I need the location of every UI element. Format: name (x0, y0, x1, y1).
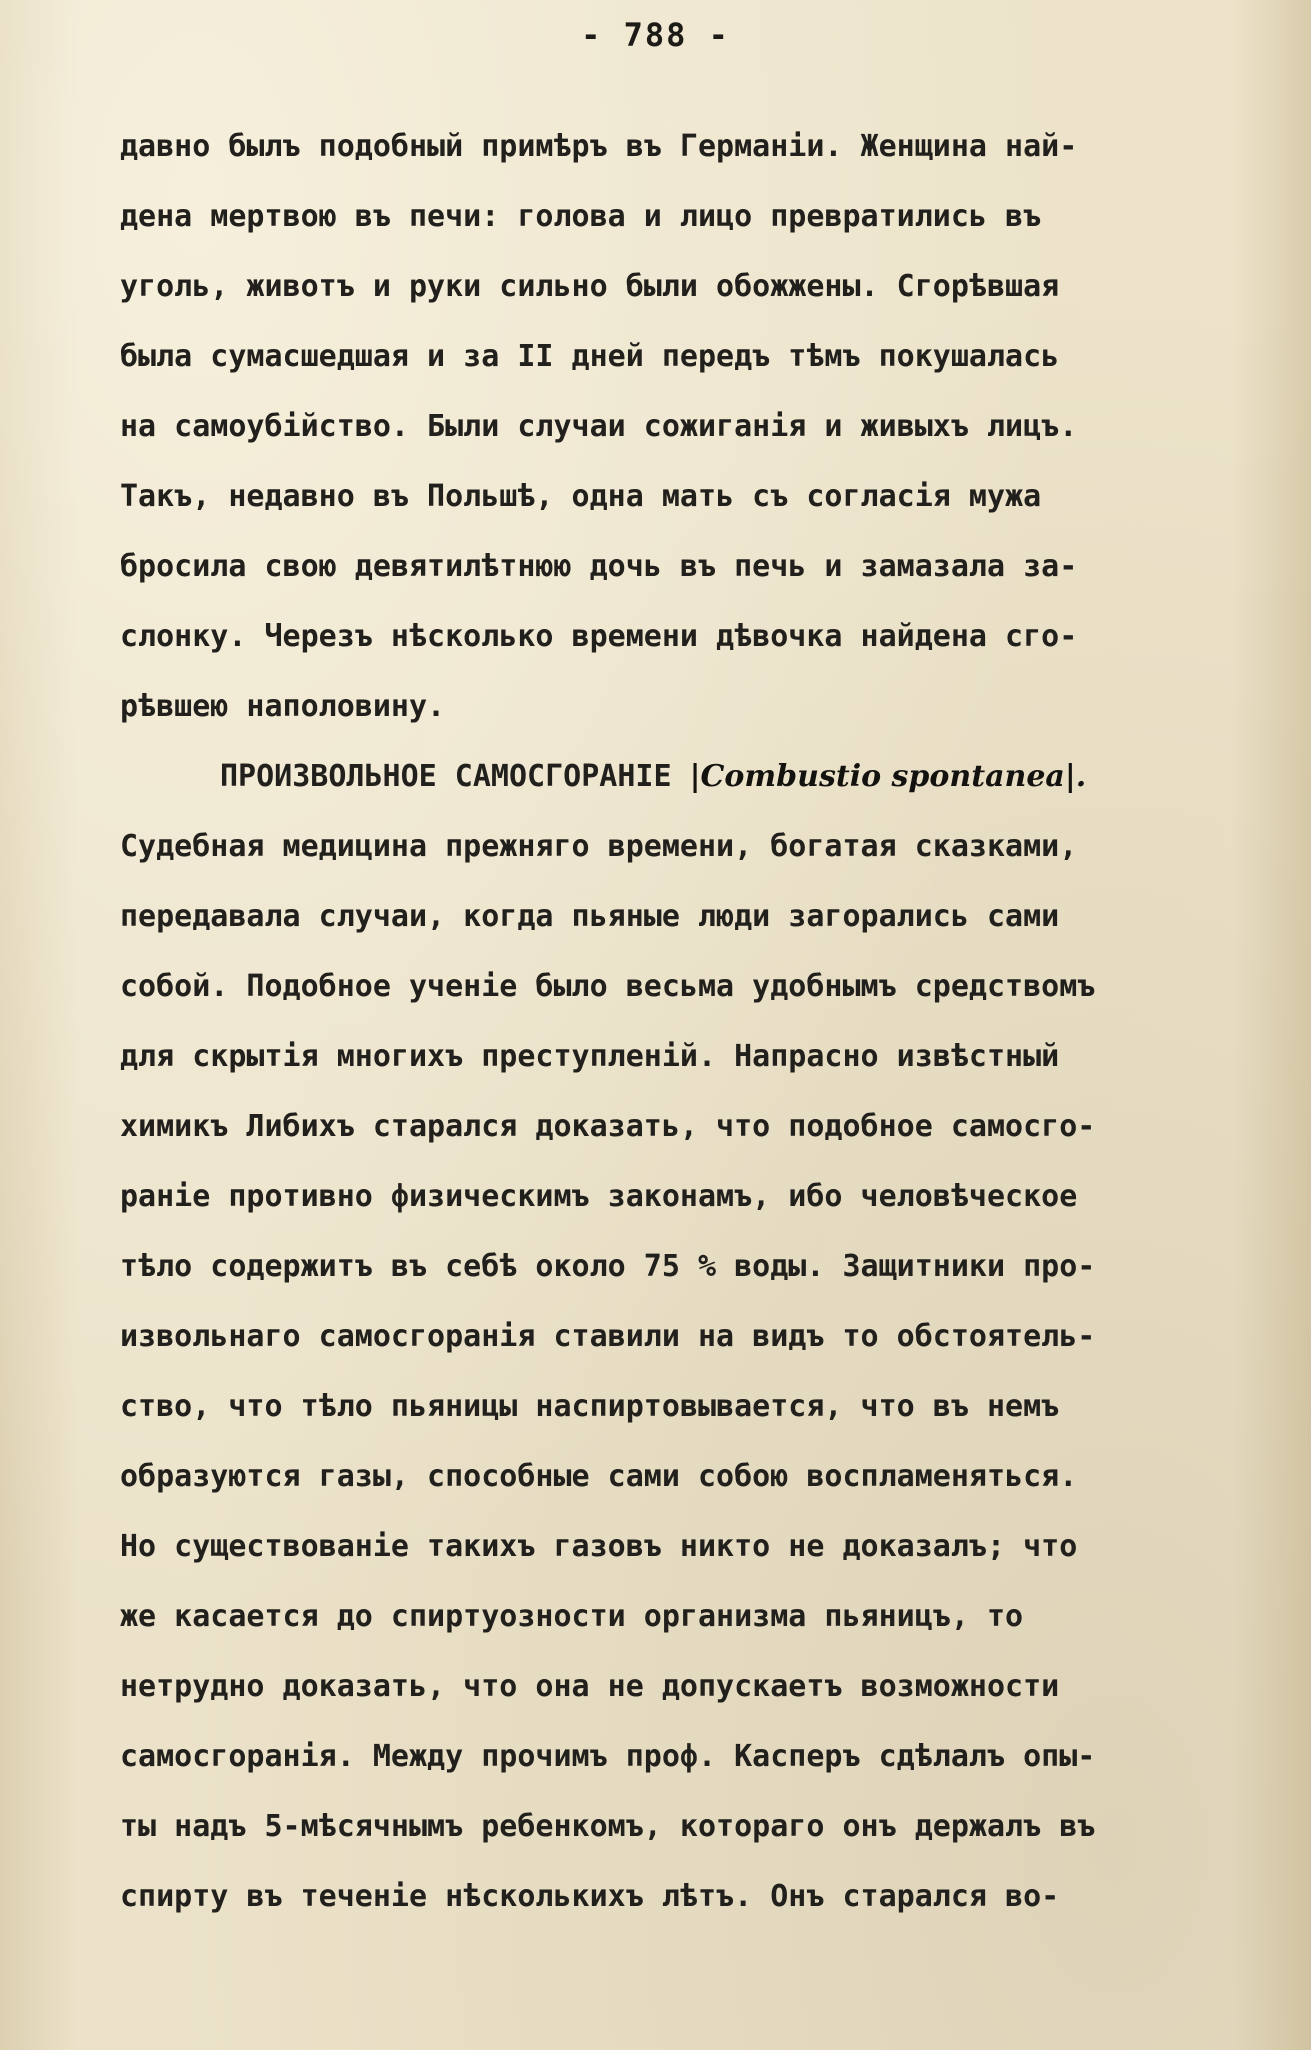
text-line: Такъ, недавно въ Польшѣ, одна мать съ согласія мужа (120, 479, 1042, 514)
text-line: рѣвшею наполовину. (120, 689, 446, 724)
text-line: была сумасшедшая и за II дней передъ тѣмъ покушалась (120, 339, 1060, 374)
text-line: образуются газы, способные сами собою воспламеняться. (120, 1459, 1078, 1494)
body-text (120, 112, 1240, 1932)
text-line: Судебная медицина прежняго времени, богатая сказками, (120, 829, 1078, 864)
text-line: слонку. Черезъ нѣсколько времени дѣвочка найдена сго- (120, 619, 1078, 654)
text-line: давно былъ подобный примѣръ въ Германіи. Женщина най- (120, 129, 1078, 164)
section-heading-text: ПРОИЗВОЛЬНОЕ САМОСГОРАНІЕ (220, 759, 690, 794)
handwritten-annotation: |Combustio spontanea|. (689, 759, 1087, 794)
text-line: самосгоранія. Между прочимъ проф. Касперъ сдѣлалъ опы- (120, 1739, 1096, 1774)
text-line: на самоубійство. Были случаи сожиганія и живыхъ лицъ. (120, 409, 1078, 444)
text-line: извольнаго самосгоранія ставили на видъ то обстоятель- (120, 1319, 1096, 1354)
text-line: химикъ Либихъ старался доказать, что подобное самосго- (120, 1109, 1096, 1144)
text-line: передавала случаи, когда пьяные люди загорались сами (120, 899, 1060, 934)
text-line: же касается до спиртуозности организма пьяницъ, то (120, 1599, 1024, 1634)
page-number: - 788 - (581, 16, 730, 54)
text-line: нетрудно доказать, что она не допускаетъ возможности (120, 1669, 1060, 1704)
text-line: для скрытія многихъ преступленій. Напрасно извѣстный (120, 1039, 1060, 1074)
text-line: ство, что тѣло пьяницы наспиртовывается, что въ немъ (120, 1389, 1060, 1424)
text-line: дена мертвою въ печи: голова и лицо превратились въ (120, 199, 1042, 234)
text-line: ты надъ 5-мѣсячнымъ ребенкомъ, котораго онъ держалъ въ (120, 1809, 1096, 1844)
text-line: раніе противно физическимъ законамъ, ибо человѣческое (120, 1179, 1078, 1214)
text-line: бросила свою девятилѣтнюю дочь въ печь и замазала за- (120, 549, 1078, 584)
text-line: тѣло содержитъ въ себѣ около 75 % воды. Защитники про- (120, 1249, 1096, 1284)
text-line: собой. Подобное ученіе было весьма удобнымъ средствомъ (120, 969, 1096, 1004)
text-line: Но существованіе такихъ газовъ никто не доказалъ; что (120, 1529, 1078, 1564)
section-heading (120, 742, 1240, 812)
text-line: спирту въ теченіе нѣсколькихъ лѣтъ. Онъ старался во- (120, 1879, 1060, 1914)
text-line: уголь, животъ и руки сильно были обожжены. Сгорѣвшая (120, 269, 1060, 304)
